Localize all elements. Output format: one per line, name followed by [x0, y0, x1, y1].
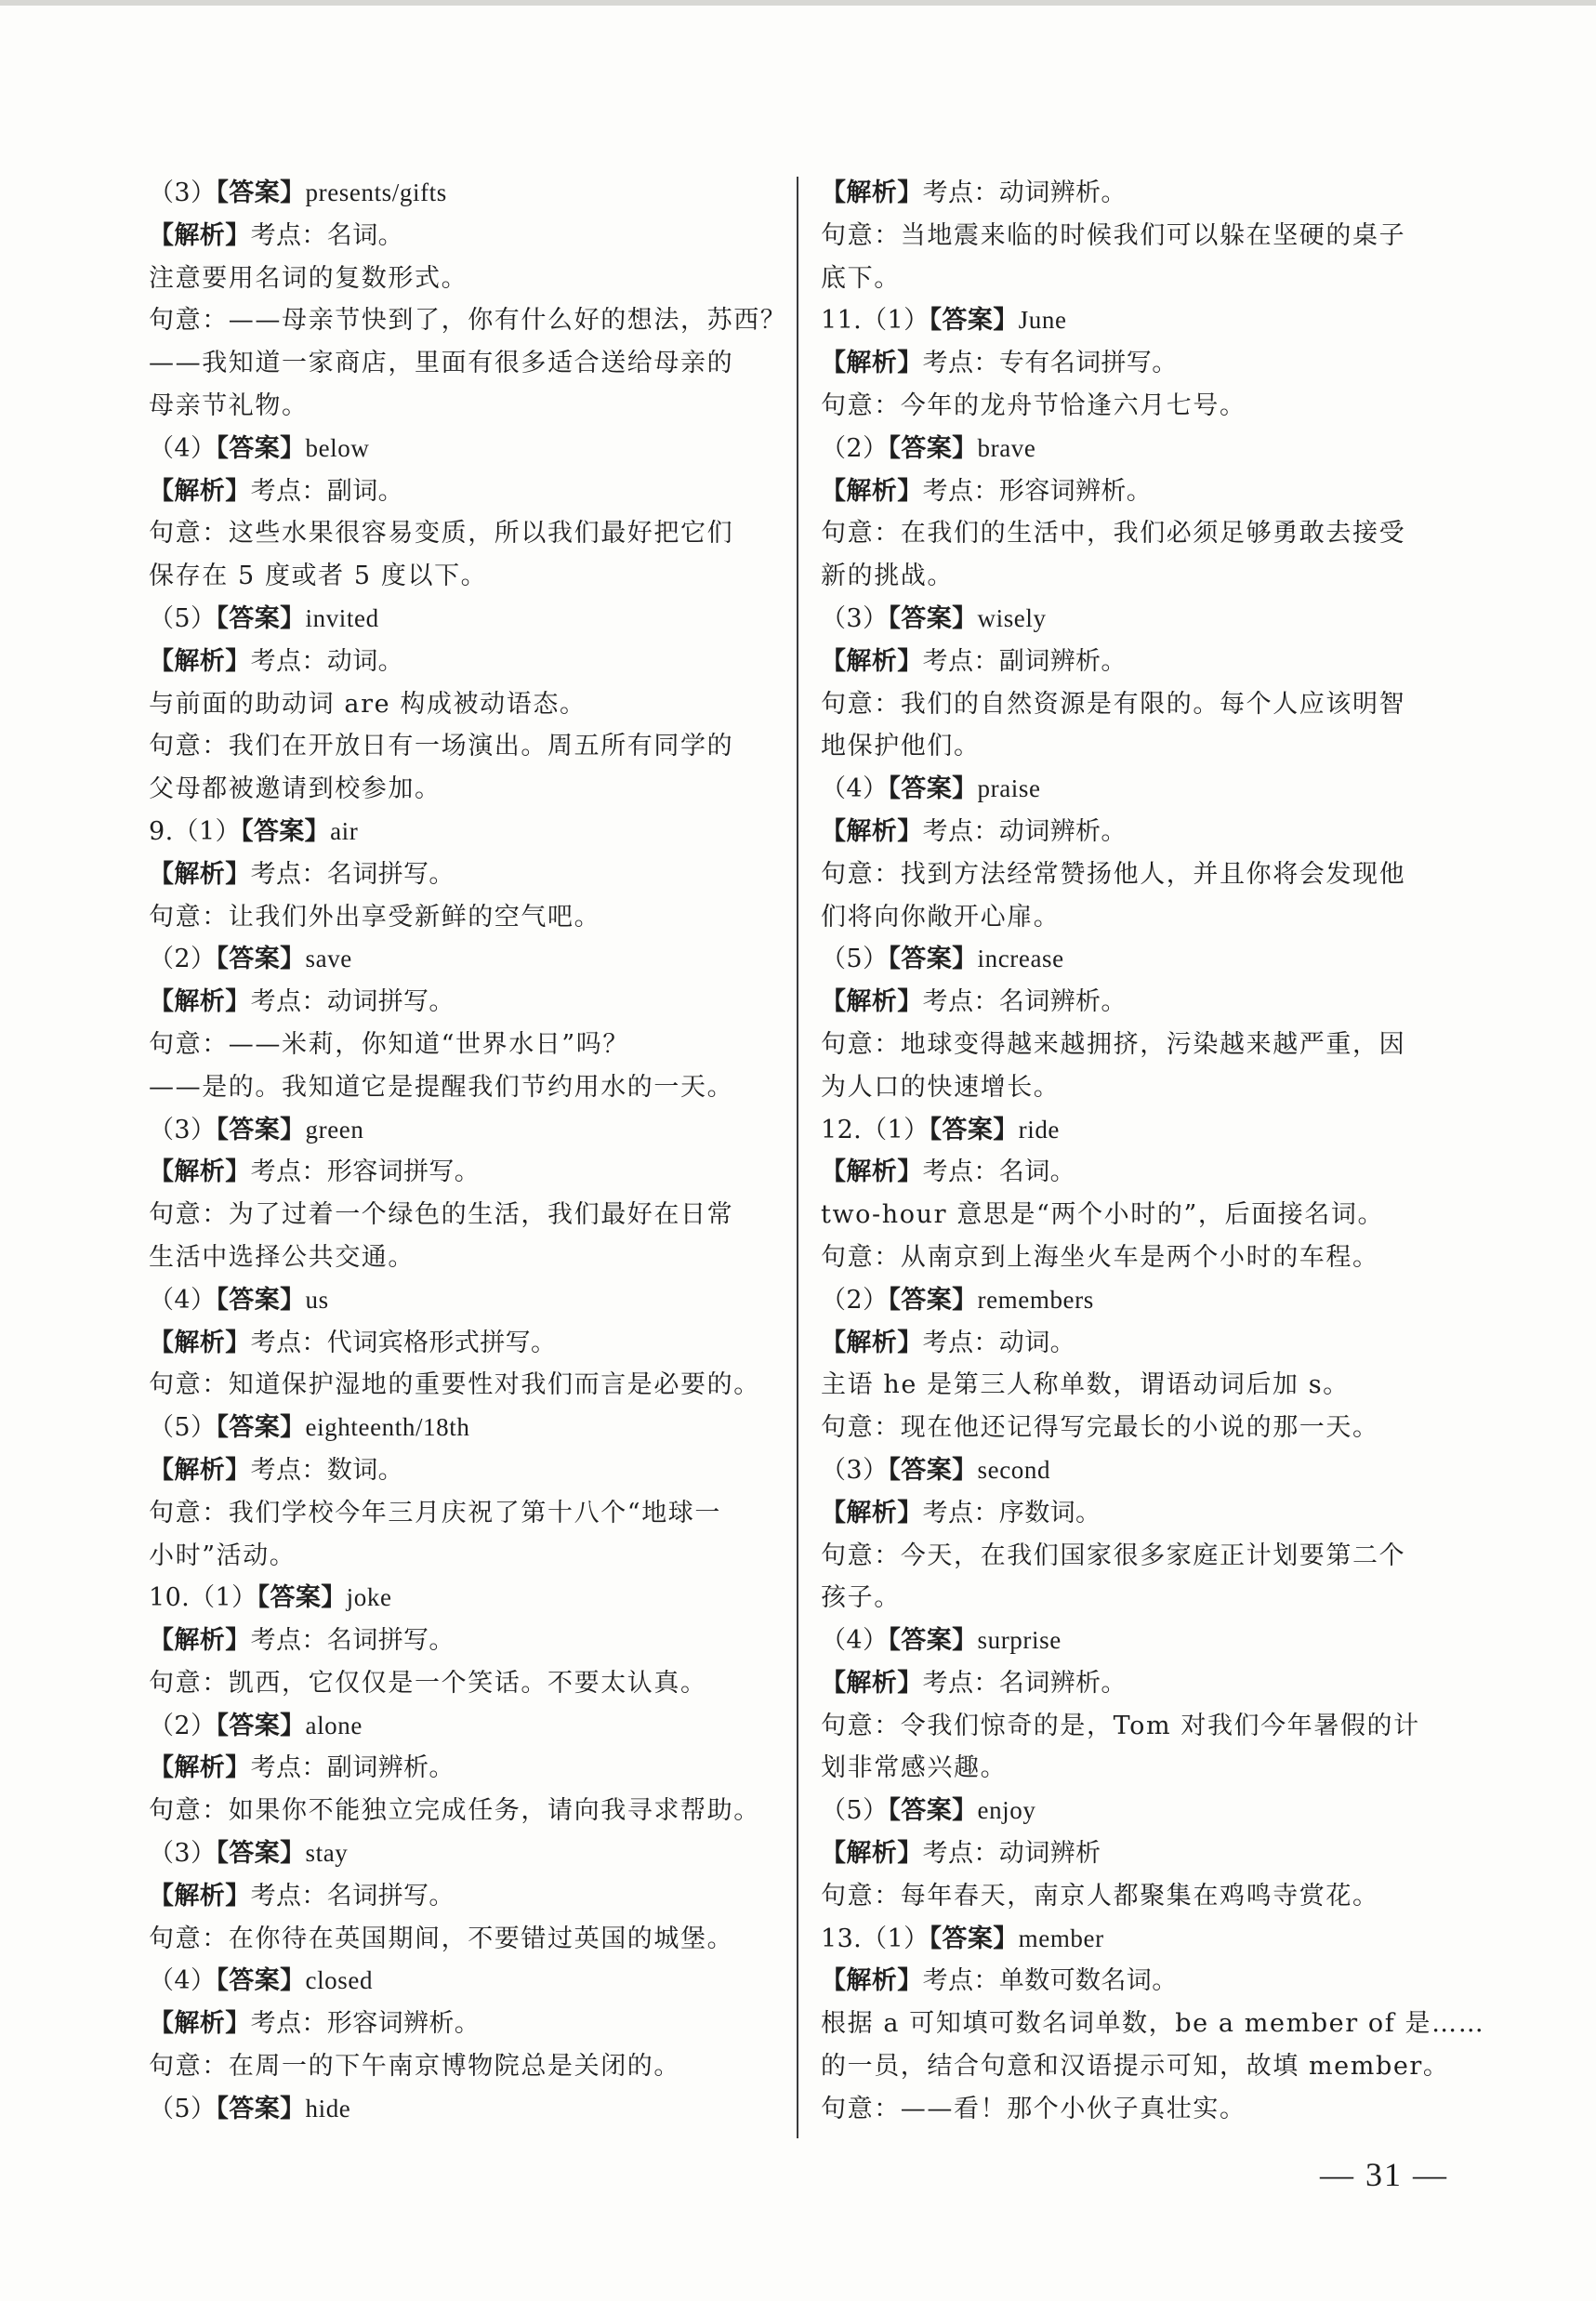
answer-line — [821, 981, 1462, 1024]
label-tag: 【解析】 — [821, 1498, 923, 1527]
label-tag: 【解析】 — [821, 1839, 923, 1869]
question-number: （5） — [149, 1413, 217, 1443]
label-tag: 【解析】 — [149, 476, 251, 506]
text-line: 句意：——看！那个小伙子真壮实。 — [821, 2094, 1246, 2123]
text-line: 母亲节礼物。 — [149, 390, 309, 420]
text-line: 父母都被邀请到校参加。 — [149, 774, 442, 804]
label-tag: 【答案】 — [929, 306, 1019, 336]
text-line: ——是的。我知道它是提醒我们节约用水的一天。 — [149, 1072, 734, 1102]
text-line: 保存在 5 度或者 5 度以下。 — [149, 562, 488, 591]
text-line: 句意：凯西，它仅仅是一个笑话。不要太认真。 — [149, 1668, 707, 1698]
answer-line — [149, 641, 799, 683]
answer-text: 考点：名词辨析。 — [922, 1668, 1127, 1698]
answer-text: 考点：序数词。 — [922, 1498, 1101, 1527]
label-tag: 【答案】 — [929, 1115, 1019, 1144]
answer-line — [149, 470, 799, 513]
answer-text: 考点：形容词辨析。 — [250, 2009, 481, 2039]
question-number: （5） — [821, 945, 889, 974]
answer-line — [821, 811, 1462, 853]
label-tag: 【解析】 — [821, 476, 923, 506]
answer-line — [149, 2003, 799, 2045]
question-number: （4） — [149, 1285, 217, 1315]
label-tag: 【答案】 — [216, 1966, 306, 1996]
answer-line — [149, 1832, 799, 1875]
label-tag: 【答案】 — [216, 1285, 306, 1315]
answer-line — [149, 2088, 799, 2131]
text-line: 句意：今年的龙舟节恰逢六月七号。 — [821, 390, 1246, 420]
answer-line — [149, 172, 799, 215]
answer-text: eighteenth/18th — [305, 1413, 470, 1442]
label-tag: 【答案】 — [216, 179, 306, 207]
answer-line — [149, 1279, 799, 1322]
question-number: （4） — [149, 433, 217, 463]
text-line: 句意：在你待在英国期间，不要错过英国的城堡。 — [149, 1924, 734, 1953]
text-line: 根据 a 可知填可数名词单数，be a member of 是…… — [821, 2009, 1485, 2039]
answer-text: 考点：代词宾格形式拼写。 — [250, 1328, 557, 1357]
answer-line — [821, 1492, 1462, 1535]
answer-line — [821, 1960, 1462, 2003]
label-tag: 【答案】 — [888, 1796, 978, 1826]
page-number: — 31 — — [1320, 2156, 1448, 2193]
answer-line — [149, 1151, 799, 1194]
label-tag: 【解析】 — [821, 816, 923, 846]
question-number: 9.（1） — [149, 816, 241, 846]
text-line: 主语 he 是第三人称单数，谓语动词后加 s。 — [821, 1370, 1350, 1400]
label-tag: 【答案】 — [216, 945, 306, 974]
label-tag: 【解析】 — [821, 349, 923, 378]
text-line: 句意：在周一的下午南京博物院总是关闭的。 — [149, 2052, 680, 2082]
answer-line — [149, 938, 799, 981]
label-tag: 【解析】 — [821, 179, 923, 207]
text-line: 们将向你敞开心扉。 — [821, 902, 1061, 932]
label-tag: 【答案】 — [216, 1839, 306, 1869]
text-line: 句意：现在他还记得写完最长的小说的那一天。 — [821, 1413, 1379, 1443]
text-line: 句意：当地震来临的时候我们可以躲在坚硬的桌子 — [821, 220, 1406, 250]
answer-line — [821, 172, 1462, 215]
answer-text: air — [330, 816, 359, 845]
answer-text: 考点：名词拼写。 — [250, 1626, 455, 1656]
answer-line — [821, 1109, 1462, 1152]
label-tag: 【答案】 — [888, 945, 978, 974]
text-line: 与前面的助动词 are 构成被动语态。 — [149, 689, 587, 719]
label-tag: 【答案】 — [216, 603, 306, 633]
text-line: 句意：让我们外出享受新鲜的空气吧。 — [149, 902, 601, 932]
answer-text: presents/gifts — [305, 179, 447, 206]
label-tag: 【答案】 — [216, 1115, 306, 1144]
answer-text: closed — [305, 1966, 374, 1995]
right-column — [821, 172, 1485, 2131]
answer-text: save — [305, 945, 352, 973]
answer-line — [149, 1449, 799, 1492]
answer-text: praise — [977, 774, 1041, 803]
answer-line — [821, 342, 1462, 385]
label-tag: 【解析】 — [821, 1157, 923, 1187]
answer-text: alone — [305, 1711, 363, 1739]
text-line: two-hour 意思是“两个小时的”，后面接名词。 — [821, 1200, 1385, 1230]
top-rule — [0, 0, 1596, 6]
answer-text: June — [1018, 306, 1067, 335]
answer-text: 考点：名词辨析。 — [922, 987, 1127, 1017]
answer-line — [149, 853, 799, 896]
label-tag: 【解析】 — [149, 2009, 251, 2039]
question-number: （5） — [149, 2094, 217, 2123]
answer-text: below — [305, 433, 370, 462]
label-tag: 【答案】 — [888, 603, 978, 633]
label-tag: 【解析】 — [821, 987, 923, 1017]
label-tag: 【解析】 — [821, 646, 923, 676]
answer-line — [821, 1918, 1462, 1961]
question-number: （3） — [149, 1839, 217, 1869]
answer-text: 考点：副词辨析。 — [922, 646, 1127, 676]
column-divider — [797, 177, 798, 2138]
answer-line — [821, 1279, 1462, 1322]
label-tag: 【答案】 — [929, 1924, 1019, 1953]
question-number: （3） — [149, 1115, 217, 1144]
answer-line — [821, 1832, 1462, 1875]
label-tag: 【答案】 — [888, 1626, 978, 1656]
text-line: 句意：从南京到上海坐火车是两个小时的车程。 — [821, 1242, 1379, 1272]
text-line: 小时”活动。 — [149, 1541, 297, 1570]
answer-text: 考点：名词。 — [922, 1157, 1076, 1187]
question-number: （2） — [149, 945, 217, 974]
answer-text: 考点：名词。 — [250, 220, 404, 250]
answer-line — [149, 981, 799, 1024]
answer-text: 考点：动词拼写。 — [250, 987, 455, 1017]
text-line: ——我知道一家商店，里面有很多适合送给母亲的 — [149, 349, 734, 378]
answer-text: wisely — [977, 603, 1047, 632]
question-number: （3） — [149, 179, 217, 207]
answer-line — [149, 1960, 799, 2003]
answer-text: 考点：动词辨析。 — [922, 179, 1127, 207]
text-line: 句意：——米莉，你知道“世界水日”吗？ — [149, 1029, 630, 1059]
question-number: （2） — [821, 1285, 889, 1315]
answer-line — [149, 1620, 799, 1662]
label-tag: 【解析】 — [149, 1328, 251, 1357]
text-line: 孩子。 — [821, 1583, 901, 1613]
label-tag: 【解析】 — [149, 1881, 251, 1911]
text-line: 句意：地球变得越来越拥挤，污染越来越严重，因 — [821, 1029, 1406, 1059]
answer-line — [821, 1790, 1462, 1832]
label-tag: 【解析】 — [149, 987, 251, 1017]
answer-line — [149, 1407, 799, 1449]
question-number: （4） — [821, 774, 889, 804]
label-tag: 【解析】 — [149, 1753, 251, 1783]
label-tag: 【解析】 — [149, 1157, 251, 1187]
label-tag: 【答案】 — [257, 1583, 347, 1613]
answer-text: 考点：动词辨析。 — [922, 816, 1127, 846]
answer-line — [821, 768, 1462, 811]
label-tag: 【答案】 — [216, 1711, 306, 1740]
answer-text: second — [977, 1455, 1051, 1484]
answer-line — [149, 811, 799, 853]
label-tag: 【答案】 — [888, 433, 978, 463]
answer-text: joke — [346, 1583, 392, 1612]
answer-text: 考点：形容词辨析。 — [922, 476, 1153, 506]
answer-line — [149, 1705, 799, 1748]
text-line: 句意：今天，在我们国家很多家庭正计划要第二个 — [821, 1541, 1406, 1570]
label-tag: 【解析】 — [149, 220, 251, 250]
label-tag: 【答案】 — [216, 433, 306, 463]
question-number: （3） — [821, 1455, 889, 1485]
answer-line — [149, 1109, 799, 1152]
answer-line — [821, 428, 1462, 470]
text-line: 句意：这些水果很容易变质，所以我们最好把它们 — [149, 519, 734, 549]
text-line: 句意：——母亲节快到了，你有什么好的想法，苏西？ — [149, 306, 787, 336]
answer-text: member — [1018, 1924, 1104, 1952]
answer-line — [149, 215, 799, 258]
answer-text: green — [305, 1115, 364, 1144]
text-line: 生活中选择公共交通。 — [149, 1242, 415, 1272]
answer-text: brave — [977, 433, 1036, 462]
label-tag: 【解析】 — [821, 1328, 923, 1357]
text-line: 句意：我们的自然资源是有限的。每个人应该明智 — [821, 689, 1406, 719]
text-line: 句意：为了过着一个绿色的生活，我们最好在日常 — [149, 1200, 734, 1230]
left-column — [149, 172, 799, 2131]
question-number: （4） — [149, 1966, 217, 1996]
answer-line — [149, 598, 799, 641]
answer-text: hide — [305, 2094, 351, 2122]
answer-text: invited — [305, 603, 379, 632]
text-line: 的一员，结合句意和汉语提示可知，故填 member。 — [821, 2052, 1450, 2082]
answer-line — [821, 299, 1462, 342]
text-line: 句意：在我们的生活中，我们必须足够勇敢去接受 — [821, 519, 1406, 549]
question-number: 10.（1） — [149, 1583, 257, 1613]
question-number: （4） — [821, 1626, 889, 1656]
text-line: 底下。 — [821, 263, 901, 293]
text-line: 句意：如果你不能独立完成任务，请向我寻求帮助。 — [149, 1796, 760, 1826]
answer-text: 考点：名词拼写。 — [250, 859, 455, 889]
question-number: 12.（1） — [821, 1115, 930, 1144]
answer-line — [821, 470, 1462, 513]
answer-text: remembers — [977, 1285, 1094, 1314]
question-number: （2） — [821, 433, 889, 463]
answer-line — [821, 938, 1462, 981]
label-tag: 【解析】 — [149, 1455, 251, 1485]
answer-line — [149, 1875, 799, 1918]
answer-line — [821, 1322, 1462, 1365]
label-tag: 【答案】 — [216, 1413, 306, 1443]
question-number: 13.（1） — [821, 1924, 930, 1953]
answer-text: enjoy — [977, 1796, 1036, 1825]
answer-line — [821, 1449, 1462, 1492]
answer-text: 考点：专有名词拼写。 — [922, 349, 1178, 378]
label-tag: 【解析】 — [821, 1966, 923, 1996]
label-tag: 【解析】 — [149, 646, 251, 676]
question-number: （5） — [821, 1796, 889, 1826]
label-tag: 【答案】 — [216, 2094, 306, 2123]
answer-line — [149, 1747, 799, 1790]
label-tag: 【答案】 — [240, 816, 331, 846]
label-tag: 【解析】 — [821, 1668, 923, 1698]
answer-line — [821, 1662, 1462, 1705]
answer-text: surprise — [977, 1626, 1062, 1655]
answer-line — [821, 1151, 1462, 1194]
text-line: 划非常感兴趣。 — [821, 1753, 1008, 1783]
text-line: 句意：知道保护湿地的重要性对我们而言是必要的。 — [149, 1370, 760, 1400]
text-line: 句意：每年春天，南京人都聚集在鸡鸣寺赏花。 — [821, 1881, 1379, 1911]
answer-line — [149, 1577, 799, 1620]
answer-text: 考点：数词。 — [250, 1455, 404, 1485]
answer-text: us — [305, 1285, 329, 1314]
answer-text: 考点：形容词拼写。 — [250, 1157, 481, 1187]
answer-text: 考点：单数可数名词。 — [922, 1966, 1178, 1996]
answer-line — [821, 598, 1462, 641]
text-line: 句意：令我们惊奇的是，Tom 对我们今年暑假的计 — [821, 1711, 1420, 1740]
question-number: 11.（1） — [821, 306, 930, 336]
answer-text: stay — [305, 1839, 349, 1868]
text-line: 句意：我们学校今年三月庆祝了第十八个“地球一 — [149, 1498, 722, 1527]
label-tag: 【解析】 — [149, 859, 251, 889]
label-tag: 【答案】 — [888, 1285, 978, 1315]
text-line: 注意要用名词的复数形式。 — [149, 263, 468, 293]
label-tag: 【答案】 — [888, 774, 978, 804]
answer-text: 考点：动词。 — [250, 646, 404, 676]
answer-text: 考点：动词。 — [922, 1328, 1076, 1357]
answer-text: 考点：副词辨析。 — [250, 1753, 455, 1783]
answer-text: ride — [1018, 1115, 1061, 1144]
text-line: 句意：我们在开放日有一场演出。周五所有同学的 — [149, 732, 734, 761]
text-line: 地保护他们。 — [821, 732, 981, 761]
answer-text: 考点：名词拼写。 — [250, 1881, 455, 1911]
answer-line — [821, 641, 1462, 683]
answer-line — [821, 1620, 1462, 1662]
answer-line — [149, 1322, 799, 1365]
question-number: （2） — [149, 1711, 217, 1740]
answer-text: 考点：副词。 — [250, 476, 404, 506]
answer-line — [149, 428, 799, 470]
text-line: 句意：找到方法经常赞扬他人，并且你将会发现他 — [821, 859, 1406, 889]
text-line: 为人口的快速增长。 — [821, 1072, 1061, 1102]
question-number: （5） — [149, 603, 217, 633]
label-tag: 【答案】 — [888, 1455, 978, 1485]
label-tag: 【解析】 — [149, 1626, 251, 1656]
answer-text: 考点：动词辨析 — [922, 1839, 1101, 1869]
text-line: 新的挑战。 — [821, 562, 954, 591]
question-number: （3） — [821, 603, 889, 633]
answer-text: increase — [977, 945, 1064, 973]
